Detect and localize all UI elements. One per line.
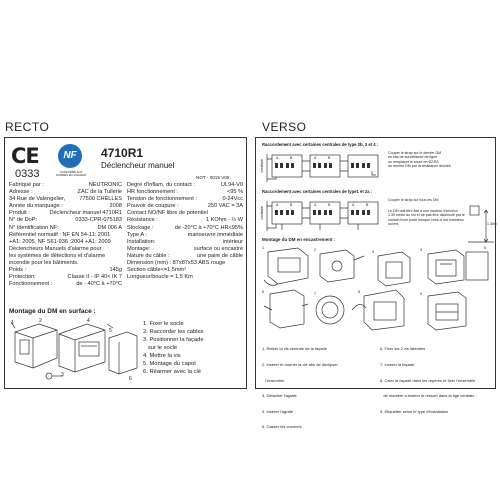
note-line: en cas de surveillance de ligne xyxy=(388,155,438,160)
list-item: 1. Fixer le socle xyxy=(143,321,184,327)
terminal-label: A xyxy=(314,203,317,207)
note-line: Le DM doit être fixé à une hauteur d'environ xyxy=(388,209,458,213)
spec-row: Longueur/boucle = 1,5 Km xyxy=(127,274,193,281)
spec-row: Type A : manoeuvre immédiate xyxy=(127,231,243,238)
list-item: 4. Insérer l'agrafe xyxy=(262,408,294,414)
ce-mark: CE xyxy=(11,144,39,168)
note-line: ou remplacer le shunt en B2-B3 xyxy=(388,159,439,164)
list-item: 2. Insérer et tourner la clé afin de déclipser xyxy=(262,362,338,368)
list-item: 1. Retirer la vis centrale de la façade xyxy=(262,346,327,352)
terminal-label: A xyxy=(352,203,355,207)
fig-number: 4 xyxy=(87,318,90,324)
spec-row: N° Identification NF: DM 006 A xyxy=(9,224,122,231)
spec-row: N° de DoP: 0333-CPR-075183 xyxy=(9,217,122,224)
list-item: 5. Montage du capot xyxy=(143,361,196,367)
nf-logo xyxy=(57,144,85,182)
note-ref: NOT - 0015 V05 xyxy=(196,175,230,180)
fig-number: 2 xyxy=(39,318,42,324)
fig-number: 8 xyxy=(358,290,360,294)
terminal-label: B xyxy=(366,203,369,207)
spec-row: HR fonctionnement : <95 % xyxy=(127,189,243,196)
spec-para-line: les systèmes de détections et d'alarme xyxy=(9,252,106,259)
centrale-label: centrale xyxy=(260,159,264,173)
surface-mount-drawing xyxy=(9,318,139,386)
nf-mark: NF xyxy=(58,144,82,168)
height-illustration xyxy=(468,204,497,244)
height-mark: 1.30m xyxy=(487,222,497,226)
spec-row: Résistance : 1 KOhm - ½ W xyxy=(127,217,243,224)
fig-number: 3 xyxy=(372,250,374,254)
note-line: Couper le strap sur le dernier DM xyxy=(388,151,442,155)
list-item: de manière à insérer le ressort dans la tige centrale xyxy=(380,393,475,399)
note-3 xyxy=(388,209,466,226)
fig-number: 3 xyxy=(61,372,64,378)
spec-para-line: Référentiel normatif : NF EN 54-11: 2001 xyxy=(9,231,111,238)
terminal-label: B xyxy=(328,156,331,160)
recto-steps-list xyxy=(143,320,204,376)
surface-mount-illustration xyxy=(9,318,139,386)
list-item: 9. Etiquetter selon le type d'installation xyxy=(380,408,449,414)
wiring-diagram-1 xyxy=(260,149,384,187)
recto-label xyxy=(4,137,247,389)
spec-row: Année du marquage : 2008 xyxy=(9,203,122,210)
spec-row: Degré d'inflam. du contact : UL94-V0 xyxy=(127,182,243,188)
verso-title-1: Raccordement avec certaines centrales de type 2b, 3 et 4 : xyxy=(262,142,379,147)
verso-title: VERSO xyxy=(262,120,307,134)
fig-number: 5 xyxy=(109,328,112,334)
terminal-label: B xyxy=(328,203,331,207)
fig-number: 1 xyxy=(262,246,264,250)
fig-number: 6 xyxy=(262,290,264,294)
list-item: 5. Casser les crochets xyxy=(262,424,302,430)
spec-row: 34 Rue de Valengelier, 77500 CHELLES xyxy=(9,196,122,203)
spec-row: Contact NO/NF libre de potentiel xyxy=(127,210,208,217)
note-1 xyxy=(388,151,493,168)
list-item: 2. Raccorder les cables xyxy=(143,329,204,335)
flush-mount-illustration xyxy=(260,246,492,332)
product-name: Déclencheur manuel xyxy=(101,161,175,170)
terminal-label: B xyxy=(290,203,293,207)
nf-caption: CONFORME AUX NORMES EN VIGUEUR xyxy=(55,170,87,178)
verso-steps-right xyxy=(380,336,494,424)
fig-number: 6 xyxy=(129,376,132,382)
fig-number: 2 xyxy=(314,248,316,252)
list-item: 3. Détacher l'agrafe xyxy=(262,393,297,399)
list-item: 6. Fixer les 2 vis latérales xyxy=(380,346,426,352)
spec-row: Dimension (mm) : 87x87x53 ABS rouge xyxy=(127,260,226,267)
right-spec-column xyxy=(127,182,243,281)
terminal-label: A xyxy=(276,156,279,160)
list-item: 8. Caler la façade dans les repères et fixer l'ensemble xyxy=(380,377,476,383)
fig-number: 5 xyxy=(484,246,486,250)
wiring-drawing-1 xyxy=(260,149,384,187)
spec-row: Adresse : ZAC de la Tuilerie xyxy=(9,189,122,196)
verso-title-2: Raccordement avec certaines centrales de type1 et 2a : xyxy=(262,189,373,194)
left-spec-column xyxy=(9,182,122,288)
centrale-label: centrale xyxy=(260,206,264,220)
spec-row: Montage: surface ou encastré xyxy=(127,245,243,252)
terminal-label: A xyxy=(314,156,317,160)
note-line: ouvert. xyxy=(388,221,399,226)
fig-number: 7 xyxy=(314,292,316,296)
list-item: 6. Réarmer avec la clé xyxy=(143,369,201,375)
note-2: Couper le strap sur tous les DM xyxy=(388,198,439,202)
fig-number: 9 xyxy=(420,292,422,296)
list-item: l'ensemble xyxy=(262,377,285,383)
spec-row: Section câble<=1,5mm² xyxy=(127,267,187,274)
wiring-diagram-2 xyxy=(260,196,384,236)
verso-mount-title: Montage du DM en encastrement : xyxy=(262,237,336,242)
list-item: 3. Positionner la façade xyxy=(143,337,204,343)
fig-number: 4 xyxy=(420,248,422,252)
verso-steps-left xyxy=(262,336,378,440)
flush-mount-drawing xyxy=(260,246,492,332)
spec-row: Fonctionnement : de - 40°C à +70°C xyxy=(9,281,122,288)
product-code: 4710R1 xyxy=(101,146,144,160)
list-item: 4. Mettre la vis xyxy=(143,353,181,359)
ce-number: 0333 xyxy=(15,168,40,180)
recto-title: RECTO xyxy=(5,120,50,134)
spec-para-line: incendie pour les bâtiments. xyxy=(9,260,79,267)
spec-row: Fabriqué par : NEUTRONIC xyxy=(9,182,122,188)
recto-mount-title: Montage du DM en surface : xyxy=(9,308,96,315)
spec-para-line: Déclencheurs Manuels d'alarme pour xyxy=(9,245,102,252)
note-line: 1.30 mètre du sol et ne pas être dissimulé par le xyxy=(388,213,465,218)
note-line: vantail d'une porte lorsque celui-ci est maintenu xyxy=(388,217,464,222)
ce-logo xyxy=(11,144,51,180)
spec-row: Poids : 145g xyxy=(9,267,122,274)
spec-row: Installation: intérieur xyxy=(127,238,243,245)
list-item: 7. Insérer la façade xyxy=(380,362,415,368)
terminal-label: B xyxy=(290,156,293,160)
verso-label xyxy=(255,137,497,430)
terminal-label: A xyxy=(276,203,279,207)
spec-row: Nature du câble : une paire de câble xyxy=(127,252,243,259)
spec-row: Tension de fonctionnement : 0-24Vcc xyxy=(127,196,243,203)
spec-row: Protection: Classe II - IP 40< IK 7 xyxy=(9,274,122,281)
spec-row: Produit : Déclencheur manuel 4710R1 xyxy=(9,210,122,217)
spec-row: Stockage : de -20°C à +70°C HR<95% xyxy=(127,224,243,231)
list-item: sur le socle xyxy=(143,345,178,351)
spec-row: Pouvoir de coupure : 250 VAC = 3A xyxy=(127,203,243,210)
wiring-drawing-2 xyxy=(260,196,384,236)
note-line: du dernier DM par la résistance désirée. xyxy=(388,163,452,168)
spec-para-line: +A1: 2005, NF S61-936 :2004 +A1: 2009 xyxy=(9,238,111,245)
fig-number: 1 xyxy=(11,320,14,326)
